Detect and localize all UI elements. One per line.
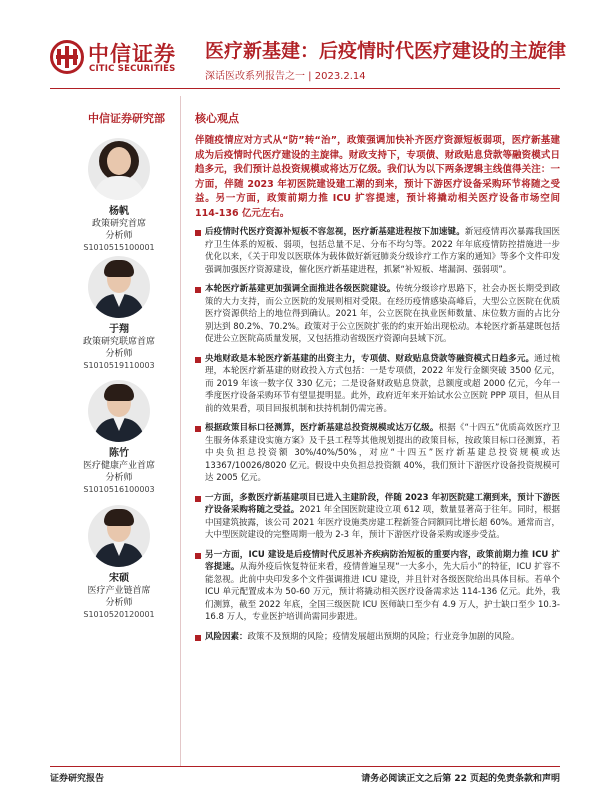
bullet-square-icon [195, 553, 201, 559]
analyst-title: 医疗健康产业首席 [82, 461, 155, 471]
analyst-code: S1010515100001 [83, 243, 155, 252]
key-point [195, 492, 560, 542]
core-summary: 伴随疫情应对方式从“防”转“治”，政策强调加快补齐医疗资源短板弱项，医疗新基建成为后疫情时代医疗建设的主旋律。财政支持下，专项债、财政贴息贷款等融资模式日趋多元，我们预计总投资规模或将达万亿级。我们认为以下两条逻辑主线值得关注：一方面，伴随 2023 年初医院建设建工潮的到来，预计下游医疗设备采购环节将随之受益。另一方面，政策前期力推 ICU 扩容提速，预计将撬动相关医疗设备市场空间 114-136 亿元左右。 [195, 135, 560, 219]
analyst-card [60, 380, 178, 496]
analyst-card [60, 256, 178, 372]
analyst-role: 分析师 [105, 598, 133, 608]
analyst-code: S1010516100003 [83, 485, 155, 494]
analyst-photo [88, 380, 150, 442]
analyst-photo [88, 505, 150, 567]
bullet-square-icon [195, 287, 201, 293]
bullet-square-icon [195, 496, 201, 502]
analyst-code: S1010520120001 [83, 610, 155, 619]
key-points [195, 226, 560, 650]
analyst-name: 于翔 [109, 324, 129, 335]
citic-logo-icon [50, 40, 84, 74]
key-point [195, 422, 560, 485]
report-subtitle: 深话医改系列报告之一 | 2023.2.14 [205, 71, 366, 82]
footer-label: 证券研究报告 [50, 774, 105, 784]
key-point-lead: 本轮医疗新基建更加强调全面推进各级医院建设。 [205, 284, 396, 294]
analyst-role: 分析师 [105, 349, 133, 359]
disclaimer-note: 请务必阅读正文之后第 22 页起的免责条款和声明 [361, 774, 560, 784]
key-point-text: 政策不及预期的风险；疫情发展超出预期的风险；行业竞争加剧的风险。 [247, 631, 520, 642]
key-point-lead: 另一方面，ICU 建设是后疫情时代反思补齐疾病防治短板的重要内容，政策前期力推 ICU 扩容提速。 [205, 549, 560, 572]
key-point-lead: 央地财政是本轮医疗新基建的出资主力，专项债、财政贴息贷款等融资模式日趋多元。 [205, 353, 535, 364]
analyst-role: 分析师 [105, 231, 133, 241]
analyst-name: 陈竹 [109, 448, 129, 459]
header-divider [50, 88, 560, 89]
bullet-square-icon [195, 635, 201, 641]
key-point-lead: 一方面，多数医疗新基建项目已进入主建阶段，伴随 2023 年初医院建工潮到来，预计下游医疗设备采购将随之受益。 [205, 492, 560, 515]
key-point-text: 通过梳理，本轮医疗新基建的财政投入方式包括：一是专项债，2022 年发行金额突破 3500 亿元，而 2019 年该一数字仅 330 亿元；二是设备财政贴息贷款，总额度或超 2000 亿元，今年一季度医疗设备采购环节有望显提明显。此外，政府近年来开始试水公立医院 PPP 项目，但从目前的效果看，项目回报机制和扶持机制仍需完善。 [205, 353, 560, 414]
key-point [195, 283, 560, 346]
analyst-title: 医疗产业链首席 [87, 586, 151, 596]
analyst-photo [88, 256, 150, 318]
key-point-text: 2021 年全国医院建设立项 612 项，数量显著高于往年。同时，根据中国建筑披露，该公司 2021 年医疗设施类房建工程新签合同额同比增长超 60%。通常而言，大中型医院建设的完整周期一般为 2-3 年，预计下游医疗设备采购或逐步受益。 [205, 505, 560, 540]
bullet-square-icon [195, 230, 201, 236]
key-point [195, 226, 560, 276]
analyst-card [60, 505, 178, 621]
analyst-card [60, 138, 178, 254]
key-point-text: 传统分级诊疗思路下，社会办医长期受到政策的大力支持，而公立医院的发展则相对受限。在经历疫情感染高峰后，大型公立医院在优质医疗资源供给上的地位得到确认。2021 年，公立医院在执业医师数量、床位数方面的占比分别达到 80.2%、70.2%。政策对于公立医院扩张的约束开始出现松动。本轮医疗新基建既包括促进公立医院高质量发展，又包括推动省级医疗资源向县域下沉。 [205, 284, 560, 344]
analyst-code: S1010519110003 [83, 361, 155, 370]
key-point [195, 353, 560, 416]
analyst-name: 杨帆 [109, 206, 129, 217]
logo-english: CITIC SECURITIES [89, 64, 176, 74]
key-point-lead: 后疫情时代医疗资源补短板不容忽视，医疗新基建进程按下加速键。 [205, 227, 465, 237]
core-view-heading: 核心观点 [195, 112, 239, 125]
key-point-lead: 风险因素： [205, 631, 248, 642]
analyst-title: 政策研究联席首席 [82, 337, 155, 347]
analyst-title: 政策研究首席 [91, 219, 146, 229]
report-title: 医疗新基建：后疫情时代医疗建设的主旋律 [205, 40, 567, 62]
bullet-square-icon [195, 357, 201, 363]
company-logo [50, 34, 195, 80]
key-point-lead: 根据政策目标口径测算，医疗新基建总投资规模或达万亿级。 [205, 423, 439, 433]
bullet-square-icon [195, 426, 201, 432]
left-column-heading: 中信证券研究部 [88, 112, 165, 125]
analyst-photo [88, 138, 150, 200]
key-point [195, 631, 560, 644]
key-point-text: 从海外疫后恢复特征来看，疫情普遍呈现“一大多小，先大后小”的特征，ICU 扩容不能忽视。此前中央印发多个文件强调推进 ICU 建设，并且针对各级医院给出具体目标。若单个 ICU 单元配置成本为 50-60 万元，预计将撬动相关医疗设备需求达 114-136 亿元。此外，我们测算，截至 2022 年底，全国三级医院 ICU 医师缺口至少有 4.9 万人，护士缺口至少 10.3-16.8 万人，专业医护培训尚需同步跟进。 [205, 562, 560, 622]
key-point-text: 根据《“十四五”优质高效医疗卫生服务体系建设实施方案》及千县工程等其他规划提出的政策目标，按政策目标口径测算，若中央负担总投资额 30%/40%/50%，对应“十四五”医疗新基建总投资规模或达 13367/10026/8020 亿元。假设中央负担总投资额 40%，我们预计下游医疗设备投资规模可达 2005 亿元。 [205, 423, 560, 483]
column-divider [180, 96, 181, 766]
key-point-text: 新冠疫情再次暴露我国医疗卫生体系的短板、弱项，包括总量不足、分布不均匀等。2022 年年底疫情防控措施进一步优化以来，《关于印发以医联体为载体做好新冠肺炎分级诊疗工作方案的通知》等多个文件印发强调加强医疗资源建设，催化医疗新基建进程，抓紧“补短板、堵漏洞、强弱项”。 [205, 227, 560, 275]
analyst-role: 分析师 [105, 473, 133, 483]
footer-divider [50, 766, 560, 767]
analyst-name: 宋硕 [109, 573, 129, 584]
key-point [195, 549, 560, 624]
logo-chinese: 中信证券 [88, 42, 176, 66]
